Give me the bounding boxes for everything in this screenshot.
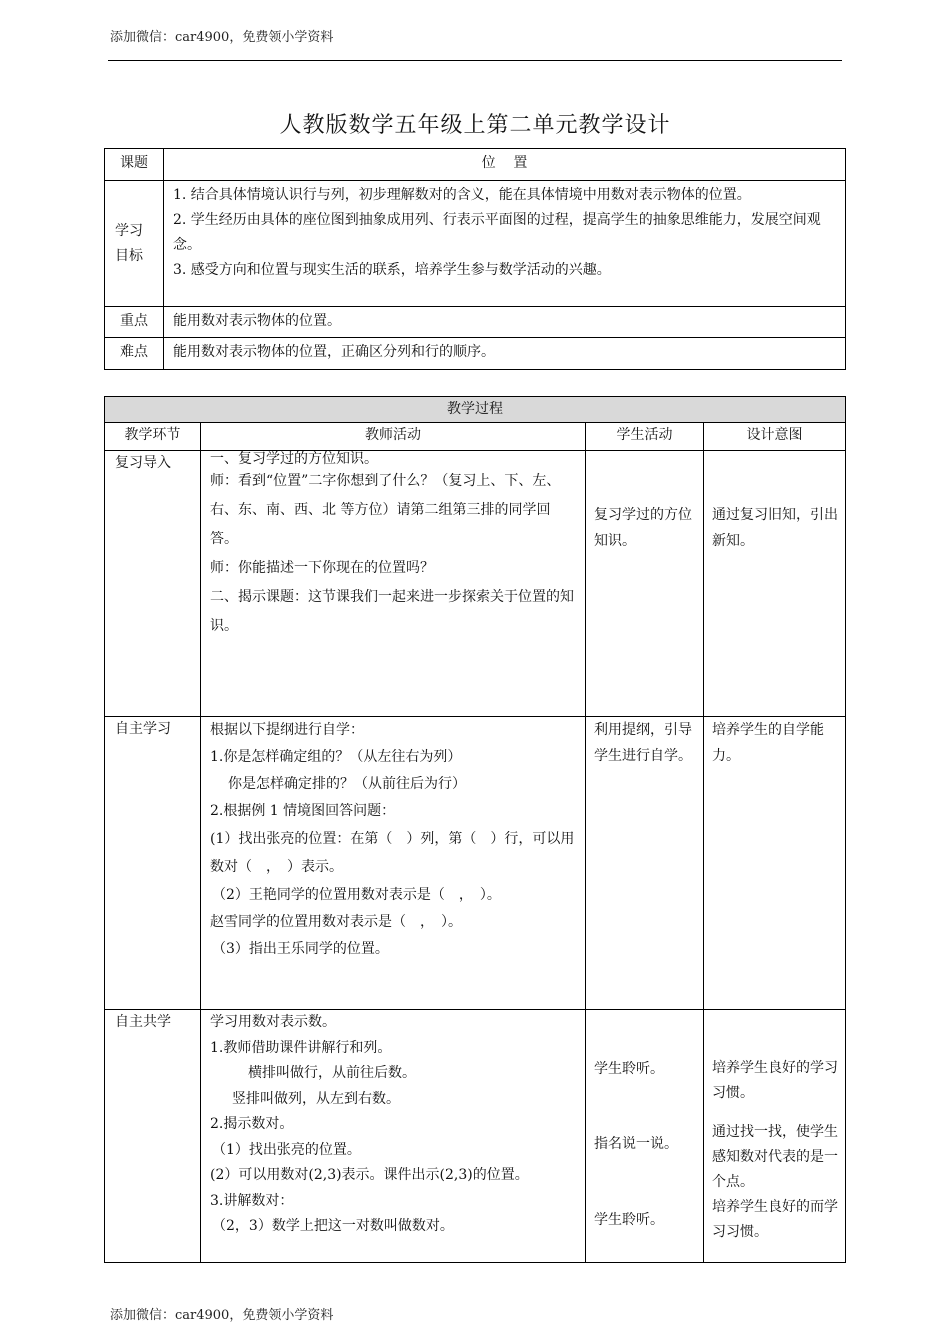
teacher-line: 3.讲解数对： xyxy=(210,1192,294,1209)
table-row xyxy=(105,717,846,1010)
goals-label: 学习目标 xyxy=(105,181,164,307)
teacher-line: 1.教师借助课件讲解行和列。 xyxy=(210,1039,392,1056)
stage-cell: 自主学习 xyxy=(105,717,201,1010)
goal-item: 3. 感受方向和位置与现实生活的联系，培养学生参与数学活动的兴趣。 xyxy=(173,262,611,278)
student-line: 利用提纲，引导学生进行自学。 xyxy=(594,722,692,764)
student-activity-cell xyxy=(586,717,704,1010)
watermark-bottom: 添加微信：car4900，免费领小学资料 xyxy=(110,1308,334,1323)
teacher-activity-cell xyxy=(201,451,586,717)
teacher-line: 学习用数对表示数。 xyxy=(210,1014,336,1030)
design-intent-cell xyxy=(704,451,846,717)
header-rule xyxy=(108,60,842,61)
difficulty-label: 难点 xyxy=(105,338,164,370)
watermark-top: 添加微信：car4900，免费领小学资料 xyxy=(110,30,334,45)
goal-item: 1. 结合具体情境认识行与列，初步理解数对的含义，能在具体情境中用数对表示物体的位置。 xyxy=(173,187,751,203)
process-header-row xyxy=(105,423,846,451)
design-line: 通过找一找，使学生感知数对代表的是一个点。 xyxy=(712,1124,838,1190)
teacher-line: 横排叫做行，从前往后数。 xyxy=(248,1065,416,1081)
document-title: 人教版数学五年级上第二单元教学设计 xyxy=(279,113,671,138)
design-line: 培养学生良好的而学习习惯。 xyxy=(712,1199,838,1240)
teacher-line: 一、复习学过的方位知识。 xyxy=(210,451,378,467)
column-header-stage: 教学环节 xyxy=(105,423,201,451)
student-line: 复习学过的方位知识。 xyxy=(594,507,692,549)
topic-row xyxy=(105,149,846,181)
key-point-row xyxy=(105,307,846,338)
column-header-student: 学生活动 xyxy=(586,423,704,451)
student-line: 学生聆听。 xyxy=(594,1212,664,1228)
teacher-line: （1）找出张亮的位置。 xyxy=(212,1141,361,1158)
teacher-line: (1）找出张亮的位置：在第（ ）列，第（ ）行，可以用数对（ ， ）表示。 xyxy=(210,831,575,875)
goals-row xyxy=(105,181,846,307)
key-point-label: 重点 xyxy=(105,307,164,338)
column-header-design: 设计意图 xyxy=(704,423,846,451)
column-header-teacher: 教师活动 xyxy=(201,423,586,451)
teacher-line: 2.揭示数对。 xyxy=(210,1116,294,1132)
teacher-line: 赵雪同学的位置用数对表示是（ ， ）。 xyxy=(210,914,462,930)
design-line: 通过复习旧知，引出新知。 xyxy=(712,507,838,549)
teacher-line: 二、揭示课题：这节课我们一起来进一步探索关于位置的知识。 xyxy=(210,589,574,634)
design-line: 培养学生良好的学习习惯。 xyxy=(712,1060,838,1101)
teacher-line: （2，3）数学上把这一对数叫做数对。 xyxy=(212,1218,454,1234)
teacher-line: （2）王艳同学的位置用数对表示是（ ， ）。 xyxy=(212,887,501,903)
design-intent-cell xyxy=(704,1010,846,1263)
key-point-value: 能用数对表示物体的位置。 xyxy=(164,307,846,338)
goals-cell xyxy=(164,181,846,307)
teacher-line: (2）可以用数对(2,3)表示。课件出示(2,3)的位置。 xyxy=(210,1167,529,1183)
design-intent-cell xyxy=(704,717,846,1010)
teacher-line: （3）指出王乐同学的位置。 xyxy=(212,941,389,957)
stage-cell: 复习导入 xyxy=(105,451,201,717)
goal-item: 2. 学生经历由具体的座位图到抽象成用列、行表示平面图的过程，提高学生的抽象思维能力，发展空间观念。 xyxy=(173,212,821,253)
teacher-line: 1.你是怎样确定组的？（从左往右为列） xyxy=(210,749,462,765)
difficulty-row xyxy=(105,338,846,370)
teacher-line: 师：看到“位置”二字你想到了什么？（复习上、下、左、右、东、南、西、北 等方位）请第二组第三排的同学回答。 xyxy=(210,473,561,547)
student-activity-cell xyxy=(586,1010,704,1263)
table-row xyxy=(105,1010,846,1263)
process-caption: 教学过程 xyxy=(105,397,846,423)
difficulty-value: 能用数对表示物体的位置，正确区分列和行的顺序。 xyxy=(164,338,846,370)
teacher-line: 根据以下提纲进行自学： xyxy=(210,722,364,738)
teacher-line: 竖排叫做列，从左到右数。 xyxy=(232,1090,400,1107)
topic-label: 课题 xyxy=(105,149,164,181)
process-caption-row xyxy=(105,397,846,423)
stage-cell: 自主共学 xyxy=(105,1010,201,1263)
teacher-line: 师：你能描述一下你现在的位置吗？ xyxy=(210,560,434,576)
student-line: 学生聆听。 xyxy=(594,1061,664,1077)
teacher-activity-cell xyxy=(201,717,586,1010)
design-line: 培养学生的自学能力。 xyxy=(712,722,824,764)
topic-value: 位 置 xyxy=(164,149,846,181)
teacher-line: 你是怎样确定排的？（从前往后为行） xyxy=(228,776,466,792)
table-row xyxy=(105,451,846,717)
teacher-line: 2.根据例 1 情境图回答问题： xyxy=(210,803,396,819)
student-line: 指名说一说。 xyxy=(594,1136,678,1152)
student-activity-cell xyxy=(586,451,704,717)
lesson-info-table xyxy=(104,148,846,370)
teacher-activity-cell xyxy=(201,1010,586,1263)
teaching-process-table xyxy=(104,396,846,1263)
